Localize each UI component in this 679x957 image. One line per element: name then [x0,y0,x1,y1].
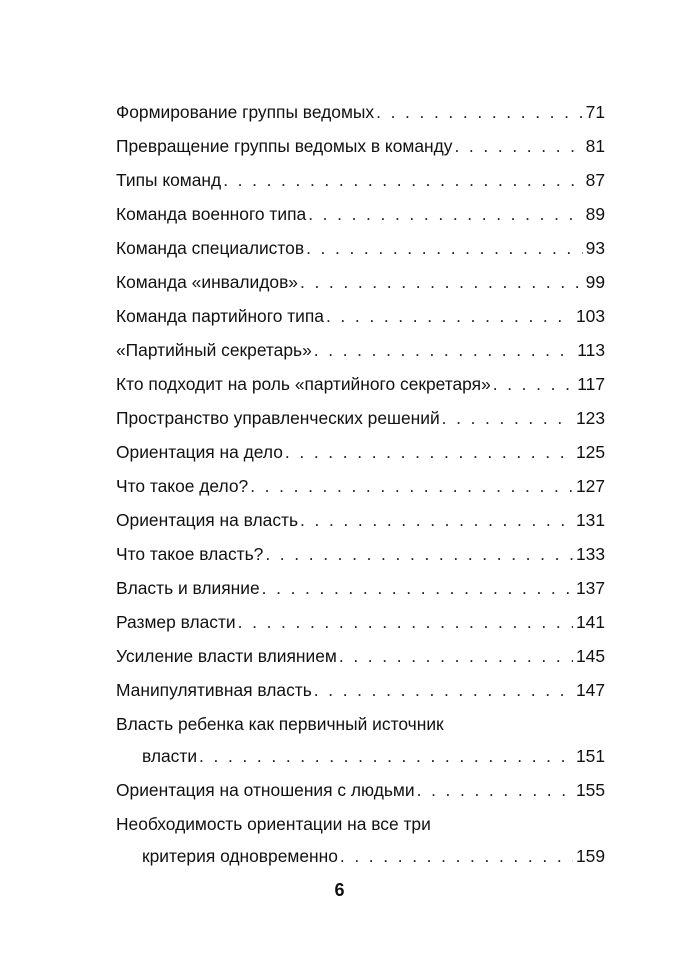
toc-line [116,408,605,428]
toc-entry [116,136,605,156]
leader-dots [262,578,573,598]
toc-title: Команда партийного типа [116,306,324,326]
toc-entry [116,578,605,598]
toc-line [116,136,605,156]
toc-line [116,442,605,462]
toc-title: «Партийный секретарь» [116,340,312,360]
toc-title: Что такое власть? [116,544,264,564]
toc-title-continued: критерия одновременно [142,846,338,866]
toc-line [116,374,605,394]
toc-page-number: 93 [585,238,605,258]
toc-page-number: 159 [575,846,605,866]
toc-page-number: 131 [575,510,605,530]
toc-page-number: 99 [585,272,605,292]
toc-line-continued [116,846,605,866]
leader-dots [300,272,583,292]
leader-dots [285,442,573,462]
leader-dots [376,102,583,122]
toc-entry [116,170,605,190]
toc-entry [116,306,605,326]
toc-title: Размер власти [116,612,236,632]
toc-line [116,306,605,326]
toc-entry [116,442,605,462]
toc-line [116,510,605,530]
toc-line [116,204,605,224]
toc-line [116,238,605,258]
toc-line [116,578,605,598]
toc-title: Необходимость ориентации на все три [116,814,431,834]
toc-title: Ориентация на дело [116,442,283,462]
toc-page-number: 81 [585,136,605,156]
toc-entry [116,714,605,766]
toc-title: Типы команд [116,170,222,190]
leader-dots [238,612,573,632]
toc-entry [116,544,605,564]
toc-line [116,780,605,800]
toc-page-number: 123 [575,408,605,428]
toc-page-number: 137 [575,578,605,598]
toc-title: Пространство управленческих решений [116,408,440,428]
toc-entry [116,612,605,632]
leader-dots [454,136,582,156]
leader-dots [339,646,573,666]
toc-title: Ориентация на отношения с людьми [116,780,415,800]
toc-line [116,170,605,190]
toc-title: Манипулятивная власть [116,680,312,700]
toc-line [116,102,605,122]
leader-dots [300,510,573,530]
leader-dots [223,170,582,190]
toc-page-number: 71 [585,102,605,122]
toc-entry [116,238,605,258]
toc-entry [116,374,605,394]
toc-title: Усиление власти влиянием [116,646,337,666]
leader-dots [250,476,573,496]
toc-line [116,544,605,564]
toc-line [116,340,605,360]
table-of-contents [116,102,605,866]
leader-dots [265,544,573,564]
page-number: 6 [334,880,345,900]
leader-dots [340,846,573,866]
toc-title: Формирование группы ведомых [116,102,375,122]
leader-dots [493,374,575,394]
toc-entry [116,204,605,224]
toc-entry [116,476,605,496]
leader-dots [306,238,583,258]
toc-title: Команда военного типа [116,204,307,224]
toc-line [116,272,605,292]
toc-title: Власть ребенка как первичный источник [116,714,444,734]
leader-dots [314,340,575,360]
leader-dots [314,680,573,700]
toc-page-number: 89 [585,204,605,224]
toc-title: Кто подходит на роль «партийного секретаря» [116,374,491,394]
leader-dots [417,780,573,800]
toc-entry [116,646,605,666]
toc-line [116,814,605,834]
toc-entry [116,780,605,800]
toc-title: Власть и влияние [116,578,260,598]
toc-entry [116,272,605,292]
toc-page-number: 145 [575,646,605,666]
toc-entry [116,510,605,530]
toc-entry [116,680,605,700]
toc-page-number: 125 [575,442,605,462]
toc-title: Команда специалистов [116,238,305,258]
leader-dots [442,408,573,428]
toc-page-number: 151 [575,746,605,766]
toc-line [116,476,605,496]
toc-page-number: 155 [575,780,605,800]
toc-page-number: 127 [575,476,605,496]
toc-title-continued: власти [142,746,198,766]
toc-entry [116,408,605,428]
toc-page-number: 113 [577,340,605,360]
toc-line-continued [116,746,605,766]
toc-line [116,612,605,632]
toc-page-number: 141 [575,612,605,632]
leader-dots [326,306,573,326]
toc-page-number: 103 [575,306,605,326]
leader-dots [308,204,582,224]
toc-entry [116,340,605,360]
toc-line [116,680,605,700]
toc-title: Что такое дело? [116,476,249,496]
toc-entry [116,102,605,122]
toc-entry [116,814,605,866]
toc-page-number: 117 [577,374,605,394]
toc-title: Превращение группы ведомых в команду [116,136,453,156]
toc-page-number: 133 [575,544,605,564]
toc-title: Ориентация на власть [116,510,299,530]
toc-line [116,714,605,734]
toc-line [116,646,605,666]
toc-title: Команда «инвалидов» [116,272,298,292]
toc-page-number: 87 [585,170,605,190]
leader-dots [199,746,573,766]
toc-page-number: 147 [575,680,605,700]
